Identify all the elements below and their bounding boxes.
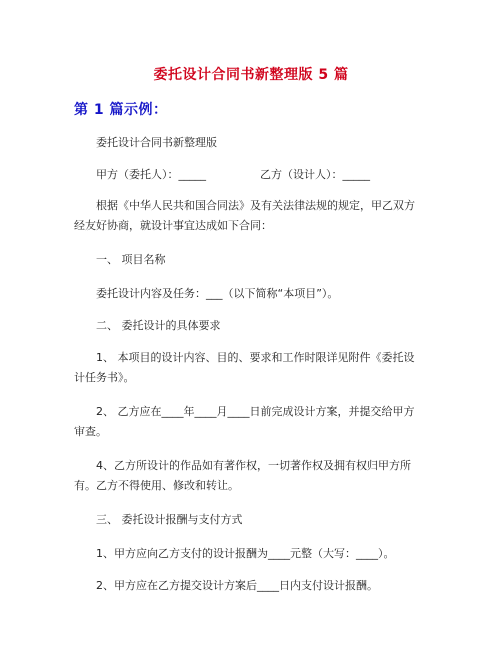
clause-1-line-1: 1、 本项目的设计内容、目的、要求和工作时限详见附件《委托设 xyxy=(96,351,415,364)
payment-clause-2: 2、甲方应在乙方提交设计方案后____日内支付设计报酬。 xyxy=(96,579,378,592)
clause-1-line-2: 计任务书》。 xyxy=(74,371,135,384)
section-heading: 第 1 篇示例： xyxy=(74,102,168,118)
section-three-heading: 三、 委托设计报酬与支付方式 xyxy=(96,513,243,526)
section-one-heading: 一、 项目名称 xyxy=(96,253,166,266)
document-title: 委托设计合同书新整理版 5 篇 xyxy=(153,67,349,83)
section-two-heading: 二、 委托设计的具体要求 xyxy=(96,319,221,332)
clause-2-line-2: 审查。 xyxy=(74,425,107,438)
clause-4-line-1: 4、乙方所设计的作品如有著作权，一切著作权及拥有权归甲方所 xyxy=(96,459,411,472)
party-a-line: 甲方（委托人）：_____ xyxy=(96,168,206,181)
clause-4-line-2: 有。乙方不得使用、修改和转让。 xyxy=(74,479,239,492)
party-b-line: 乙方（设计人）：_____ xyxy=(260,168,370,181)
payment-clause-1: 1、甲方应向乙方支付的设计报酬为____元整（大写：____）。 xyxy=(96,547,395,560)
contract-name-line: 委托设计合同书新整理版 xyxy=(96,136,217,149)
preamble-line-1: 根据《中华人民共和国合同法》及有关法律法规的规定，甲乙双方 xyxy=(96,199,415,212)
clause-2-line-1: 2、 乙方应在____年____月____日前完成设计方案，并提交给甲方 xyxy=(96,405,415,418)
design-task-line: 委托设计内容及任务：___（以下简称“本项目”）。 xyxy=(96,287,339,300)
preamble-line-2: 经友好协商，就设计事宜达成如下合同： xyxy=(74,219,272,232)
